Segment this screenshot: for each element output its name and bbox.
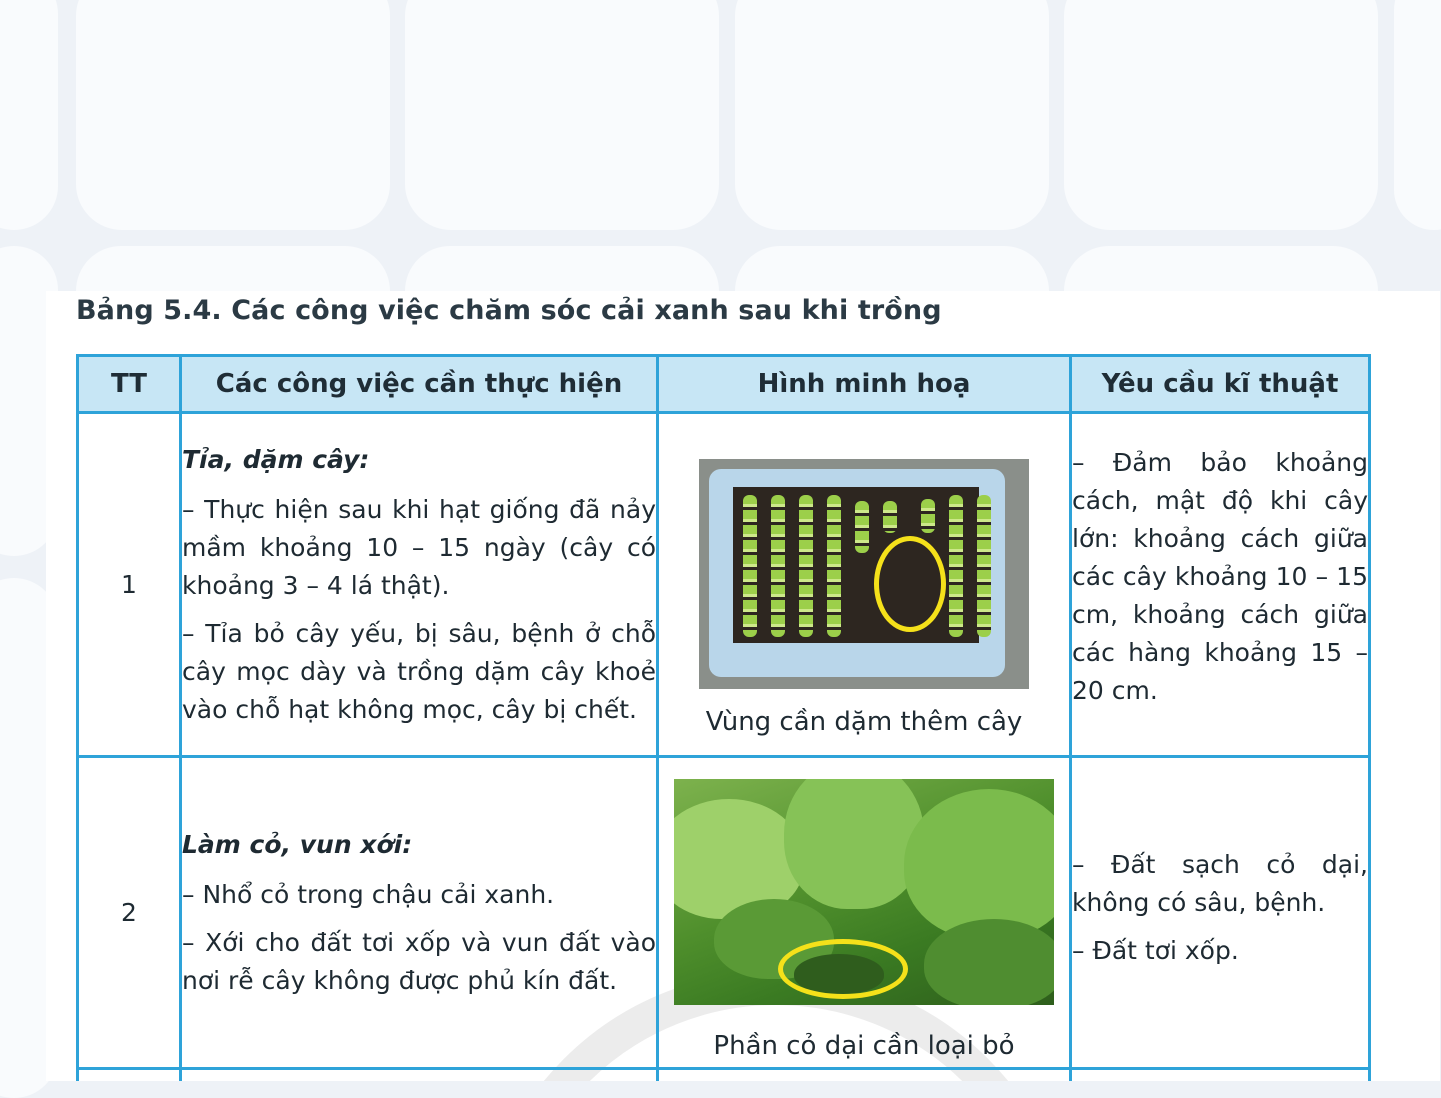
background-tile: [405, 0, 719, 230]
requirement-item: – Đất sạch cỏ dại, không có sâu, bệnh.: [1072, 849, 1368, 917]
task-cell: [181, 757, 658, 1069]
header-tasks: Các công việc cần thực hiện: [181, 356, 658, 413]
table-row: [78, 413, 1370, 757]
table-caption: Bảng 5.4. Các công việc chăm sóc cải xanh sau khi trồng: [76, 295, 942, 326]
requirement-item: – Đất tơi xốp.: [1072, 935, 1239, 965]
background-tile: [76, 0, 390, 230]
care-tasks-table: [76, 354, 1371, 1081]
illustration-caption: Phần cỏ dại cần loại bỏ: [713, 1030, 1015, 1061]
highlight-ring: [778, 939, 908, 999]
task-item: – Thực hiện sau khi hạt giống đã nảy mầm khoảng 10 – 15 ngày (cây có khoảng 3 – 4 lá thật).: [182, 494, 656, 600]
requirements-cell: [1071, 413, 1370, 757]
task-item: – Tỉa bỏ cây yếu, bị sâu, bệnh ở chỗ cây mọc dày và trồng dặm cây khoẻ vào chỗ hạt không mọc, cây bị chết.: [182, 618, 656, 724]
highlight-ring: [874, 536, 946, 632]
requirement-item: – Đảm bảo khoảng cách, mật độ khi cây lớn: khoảng cách giữa các cây khoảng 10 – 15 cm, khoảng cách giữa các hàng khoảng 15 – 20 cm.: [1072, 447, 1368, 705]
task-title: Làm cỏ, vun xới:: [182, 829, 413, 859]
header-tt: TT: [78, 356, 181, 413]
background-tile: [0, 0, 58, 230]
table-row-partial: [78, 1069, 1370, 1082]
task-item: – Xới cho đất tơi xốp và vun đất vào nơi rễ cây không được phủ kín đất.: [182, 927, 656, 995]
background-tile: [735, 0, 1049, 230]
task-title: Tỉa, dặm cây:: [182, 444, 370, 474]
task-cell: [181, 413, 658, 757]
seedling-tray-photo: [699, 459, 1029, 689]
mustard-greens-photo: [674, 779, 1054, 1005]
illustration-cell: [658, 757, 1071, 1069]
background-tile: [1394, 0, 1441, 230]
illustration-caption: Vùng cần dặm thêm cây: [705, 706, 1023, 737]
background-tile: [1064, 0, 1378, 230]
illustration-cell: [658, 413, 1071, 757]
row-number: 1: [78, 413, 181, 757]
header-illustration: Hình minh hoạ: [658, 356, 1071, 413]
table-row: [78, 757, 1370, 1069]
task-item: – Nhổ cỏ trong chậu cải xanh.: [182, 879, 555, 909]
requirements-cell: [1071, 757, 1370, 1069]
document-page: [46, 291, 1440, 1081]
row-number: 2: [78, 757, 181, 1069]
header-requirements: Yêu cầu kĩ thuật: [1071, 356, 1370, 413]
table-header-row: [78, 356, 1370, 413]
